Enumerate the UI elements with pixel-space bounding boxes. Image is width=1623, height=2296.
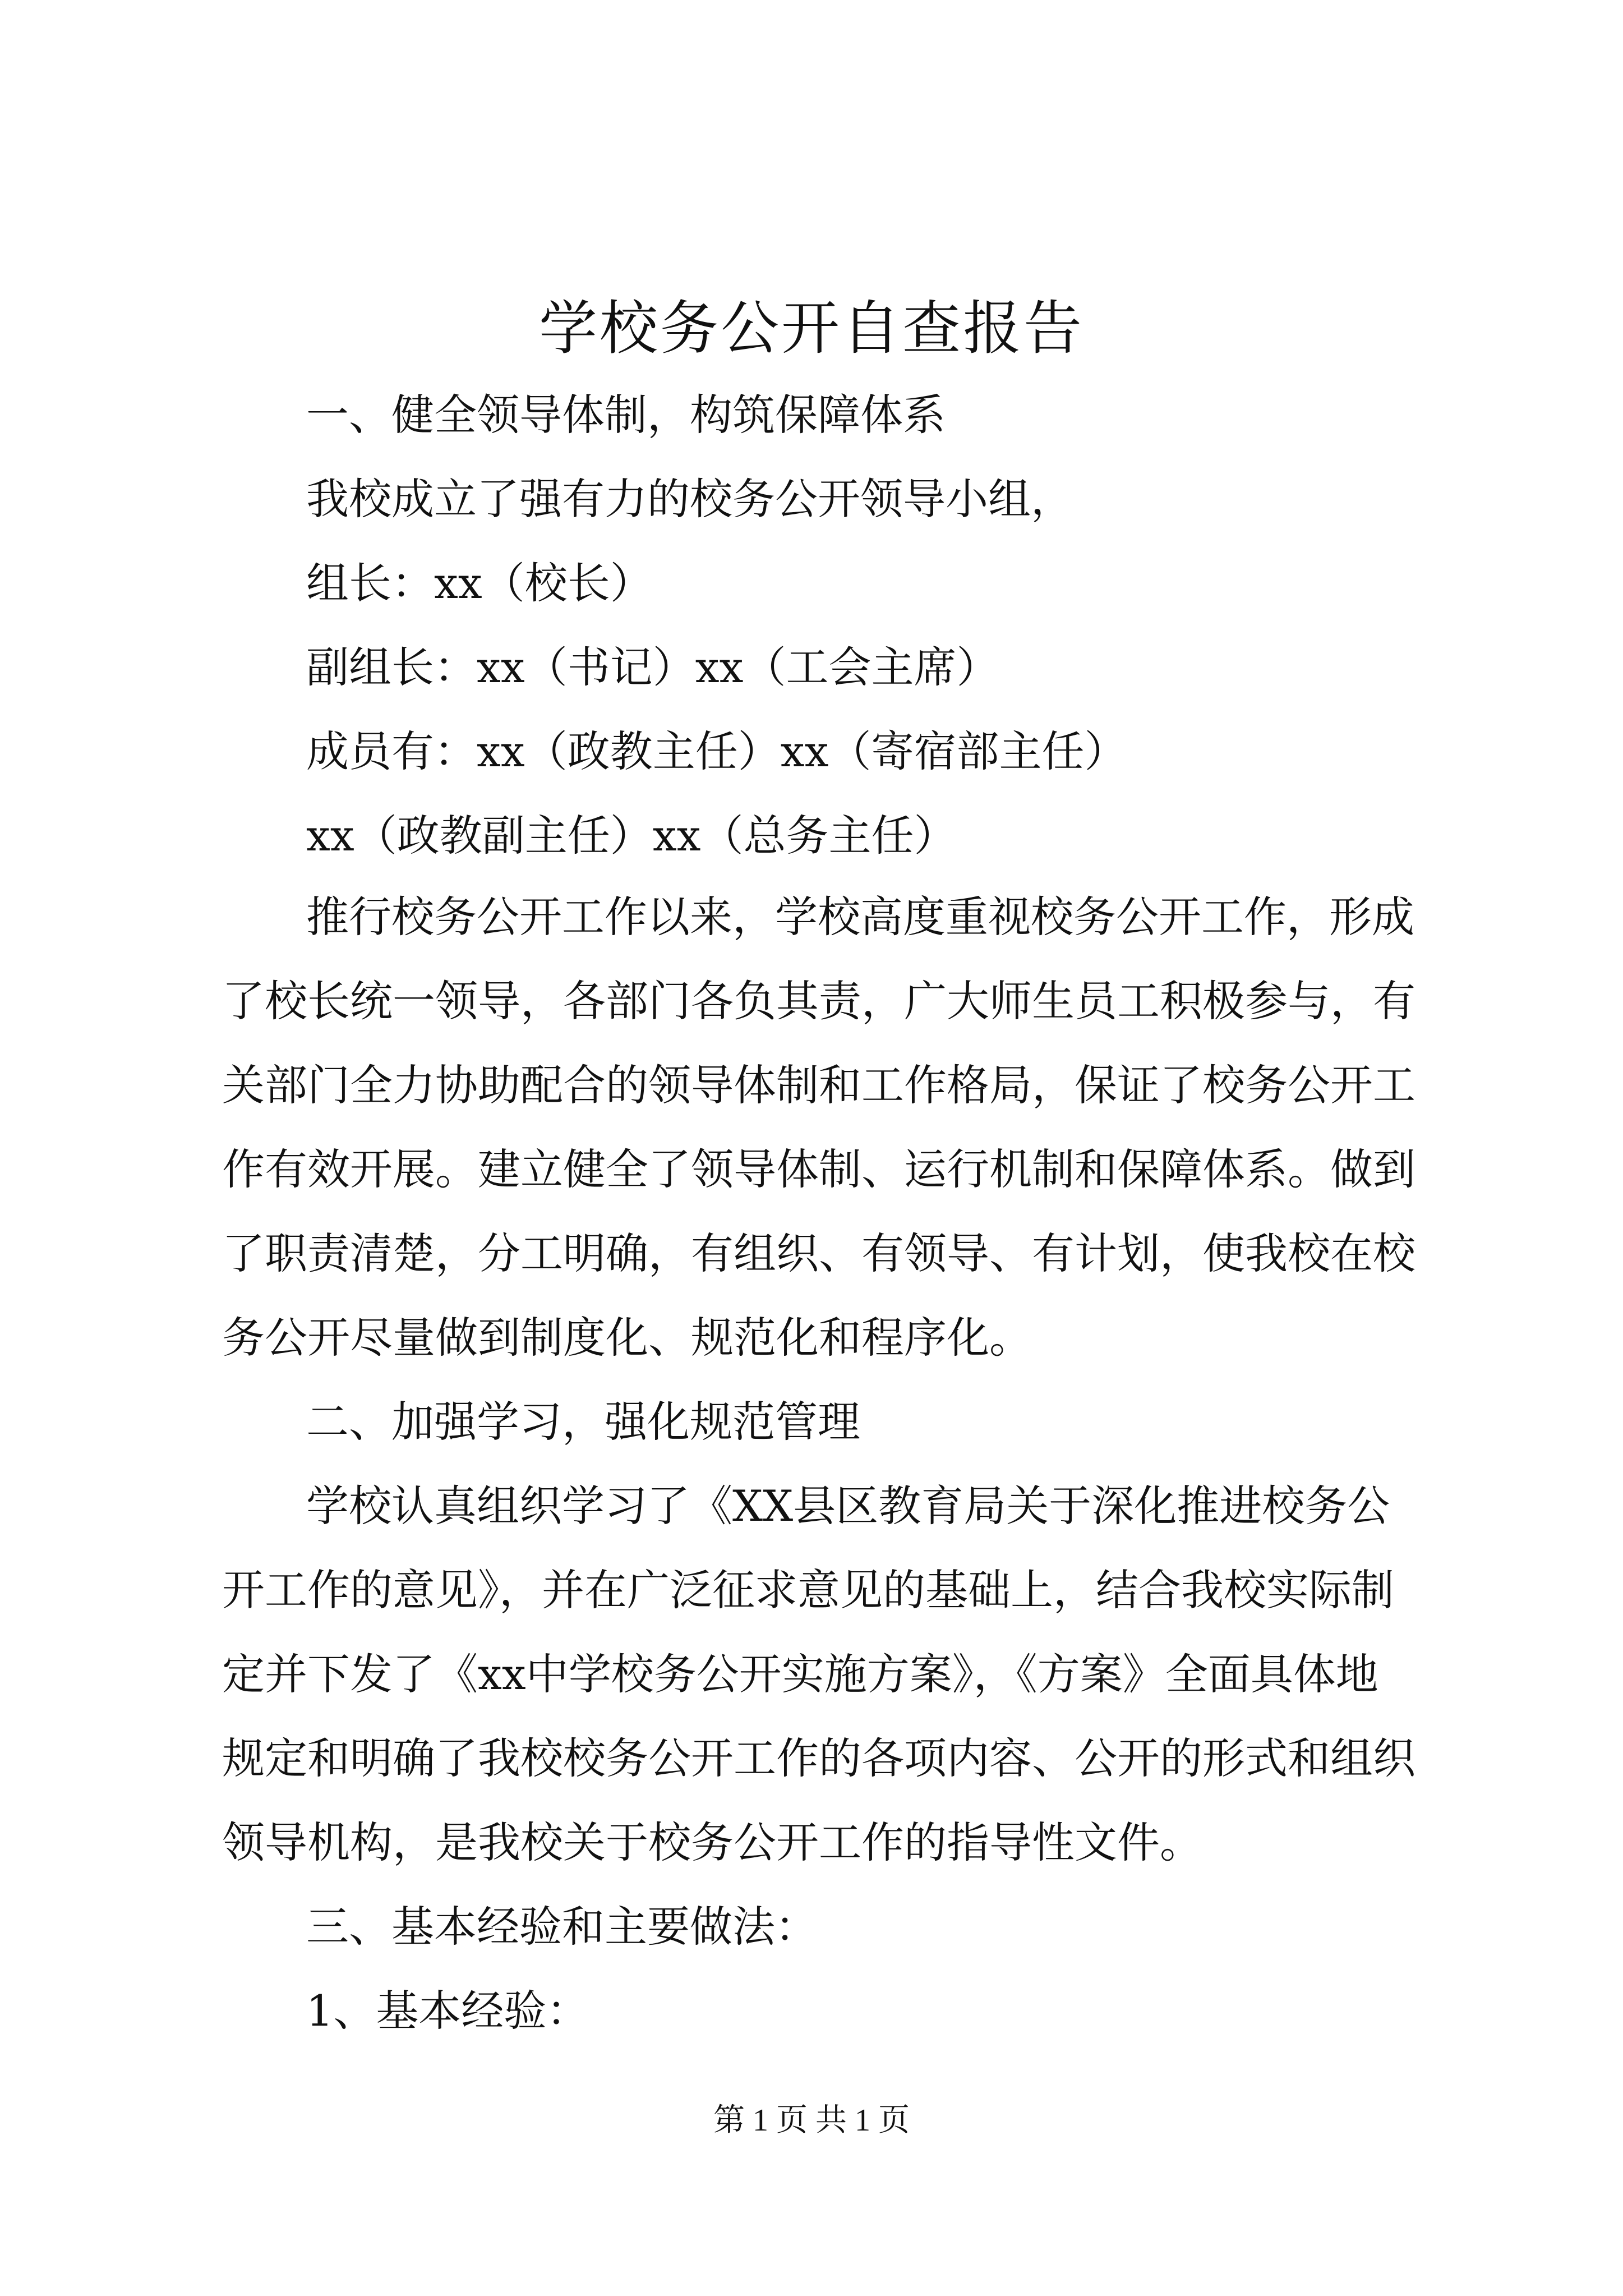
section-heading-3: 三、基本经验和主要做法： [306,1902,818,1952]
paragraph-line: 副组长：xx（书记）xx（工会主席） [306,642,999,692]
page-number-footer: 第 1 页 共 1 页 [713,2103,910,2138]
paragraph-line: 作有效开展。建立健全了领导体制、运行机制和保障体系。做到 [222,1144,1415,1194]
subsection-heading: 1、基本经验： [306,1986,589,2036]
paragraph-line: xx（政教副主任）xx（总务主任） [306,811,957,861]
paragraph-line: 开工作的意见》，并在广泛征求意见的基础上，结合我校实际制 [222,1565,1394,1615]
paragraph-line: 成员有：xx（政教主任）xx（寄宿部主任） [306,726,1127,776]
paragraph-line: 了职责清楚，分工明确，有组织、有领导、有计划，使我校在校 [222,1228,1415,1278]
paragraph-line: 领导机构，是我校关于校务公开工作的指导性文件。 [222,1818,1202,1867]
section-heading-1: 一、健全领导体制，构筑保障体系 [306,390,946,440]
paragraph-line: 学校认真组织学习了《XX县区教育局关于深化推进校务公 [306,1481,1390,1531]
paragraph-line: 组长：xx（校长） [306,558,653,608]
paragraph-line: 推行校务公开工作以来，学校高度重视校务公开工作，形成 [306,892,1414,942]
paragraph-line: 规定和明确了我校校务公开工作的各项内容、公开的形式和组织 [222,1733,1415,1783]
paragraph-line: 关部门全力协助配合的领导体制和工作格局，保证了校务公开工 [222,1060,1415,1110]
paragraph-line: 了校长统一领导，各部门各负其责，广大师生员工积极参与，有 [222,976,1415,1026]
paragraph-line: 我校成立了强有力的校务公开领导小组， [306,474,1073,524]
paragraph-line: 定并下发了《xx中学校务公开实施方案》，《方案》全面具体地 [222,1649,1378,1699]
section-heading-2: 二、加强学习，强化规范管理 [306,1397,860,1447]
paragraph-line: 务公开尽量做到制度化、规范化和程序化。 [222,1313,1032,1363]
document-title: 学校务公开自查报告 [538,294,1084,362]
